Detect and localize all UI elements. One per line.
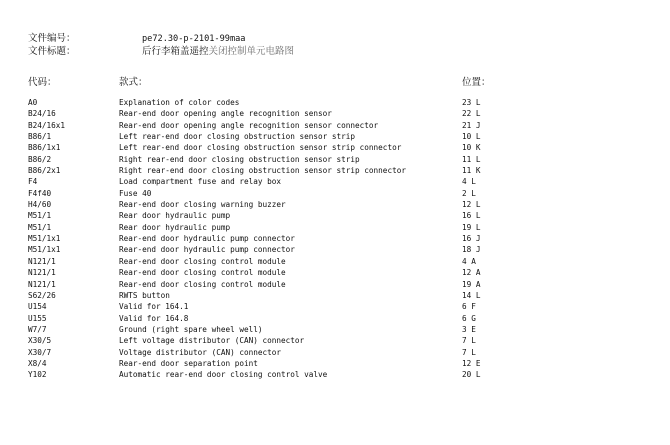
row-description: Explanation of color codes: [119, 98, 240, 107]
row-position: 7 L: [462, 347, 476, 357]
row-code: B86/1x1: [28, 143, 61, 153]
row-position: 4 L: [462, 177, 476, 187]
row-code: B24/16x1: [28, 120, 66, 130]
row-position: 19 L: [462, 222, 481, 232]
table-row: [0, 267, 670, 278]
row-description: Rear-end door opening angle recognition sensor connector: [119, 120, 379, 130]
row-code: U155: [28, 313, 47, 323]
doc-number-value: pe72.30-p-2101-99maa: [142, 34, 246, 44]
row-code: X8/4: [28, 358, 47, 368]
row-position: 10 L: [462, 132, 481, 142]
row-position: 22 L: [462, 109, 481, 119]
row-code: N121/1: [28, 256, 56, 266]
row-description: Rear-end door hydraulic pump connector: [119, 245, 295, 255]
row-position: 16 J: [462, 234, 481, 244]
row-description: Voltage distributor (CAN) connector: [119, 347, 281, 357]
table-row: [0, 120, 670, 131]
table-row: [0, 176, 670, 187]
row-position: 19 A: [462, 279, 481, 289]
table-row: [0, 233, 670, 244]
doc-title-rest: 关闭控制单元电路图: [208, 46, 295, 57]
row-description: Rear-end door closing control module: [119, 256, 286, 266]
row-code: B24/16: [28, 109, 56, 119]
row-position: 21 J: [462, 120, 481, 130]
table-row: [0, 324, 670, 335]
row-description: Load compartment fuse and relay box: [119, 177, 281, 187]
row-position: 12 L: [462, 200, 481, 210]
table-row: [0, 290, 670, 301]
row-code: H4/60: [28, 200, 52, 210]
row-position: 6 G: [462, 313, 476, 323]
column-header-position: 位置：: [462, 77, 491, 88]
row-code: S62/26: [28, 290, 56, 300]
row-position: 11 L: [462, 154, 481, 164]
column-header-description: 款式：: [119, 77, 148, 88]
row-position: 3 E: [462, 324, 476, 334]
row-position: 18 J: [462, 245, 481, 255]
table-row: [0, 154, 670, 165]
row-description: RWTS button: [119, 290, 170, 300]
table-row: [0, 165, 670, 176]
table-row: [0, 313, 670, 324]
row-code: F4: [28, 177, 38, 187]
row-code: B86/1: [28, 132, 52, 142]
row-description: Fuse 40: [119, 188, 152, 198]
row-description: Rear-end door separation point: [119, 358, 258, 368]
row-code: W7/7: [28, 324, 47, 334]
doc-title-label: 文件标题：: [28, 46, 76, 57]
row-code: Y102: [28, 370, 47, 380]
table-row: [0, 358, 670, 369]
row-description: Right rear-end door closing obstruction sensor strip: [119, 154, 360, 164]
row-position: 20 L: [462, 370, 481, 380]
table-row: [0, 108, 670, 119]
table-row: [0, 335, 670, 346]
column-header-code: 代码：: [28, 77, 57, 88]
table-row: [0, 256, 670, 267]
row-position: 12 E: [462, 358, 481, 368]
doc-title-main: 后行李箱盖遥控: [142, 46, 209, 57]
row-description: Rear-end door closing control module: [119, 268, 286, 278]
row-code: M51/1: [28, 222, 52, 232]
row-code: F4f40: [28, 188, 52, 198]
row-code: M51/1x1: [28, 245, 61, 255]
row-position: 12 A: [462, 268, 481, 278]
row-description: Valid for 164.1: [119, 302, 189, 312]
row-code: N121/1: [28, 279, 56, 289]
row-code: B86/2x1: [28, 166, 61, 176]
row-description: Rear door hydraulic pump: [119, 222, 231, 232]
row-code: A0: [28, 98, 38, 107]
row-description: Ground (right spare wheel well): [119, 324, 263, 334]
row-code: M51/1: [28, 211, 52, 221]
row-position: 7 L: [462, 336, 476, 346]
table-row: [0, 279, 670, 290]
table-row: [0, 131, 670, 142]
row-description: Valid for 164.8: [119, 313, 189, 323]
row-code: B86/2: [28, 154, 52, 164]
row-description: Rear-end door closing control module: [119, 279, 286, 289]
doc-number-label: 文件编号：: [28, 33, 76, 44]
row-code: N121/1: [28, 268, 56, 278]
table-row: [0, 199, 670, 210]
row-description: Left rear-end door closing obstruction sensor strip connector: [119, 143, 402, 153]
table-row: [0, 222, 670, 233]
row-description: Left voltage distributor (CAN) connector: [119, 336, 305, 346]
table-row: [0, 301, 670, 312]
table-row: [0, 97, 670, 108]
row-description: Automatic rear-end door closing control valve: [119, 370, 328, 380]
doc-title-value: [142, 46, 294, 58]
row-description: Rear door hydraulic pump: [119, 211, 231, 221]
row-description: Right rear-end door closing obstruction sensor strip connector: [119, 166, 406, 176]
table-row: [0, 244, 670, 255]
table-row: [0, 210, 670, 221]
row-code: X30/7: [28, 347, 52, 357]
row-code: U154: [28, 302, 47, 312]
row-position: 4 A: [462, 256, 476, 266]
row-position: 16 L: [462, 211, 481, 221]
row-description: Rear-end door closing warning buzzer: [119, 200, 286, 210]
table-row: [0, 347, 670, 358]
row-code: M51/1x1: [28, 234, 61, 244]
table-row: [0, 142, 670, 153]
row-position: 14 L: [462, 290, 481, 300]
row-position: 23 L: [462, 98, 481, 107]
table-row: [0, 188, 670, 199]
table-row: [0, 369, 670, 380]
row-position: 11 K: [462, 166, 481, 176]
row-description: Rear-end door hydraulic pump connector: [119, 234, 295, 244]
row-description: Left rear-end door closing obstruction sensor strip: [119, 132, 356, 142]
row-position: 6 F: [462, 302, 476, 312]
row-description: Rear-end door opening angle recognition sensor: [119, 109, 332, 119]
component-list: [0, 97, 670, 381]
row-code: X30/5: [28, 336, 52, 346]
row-position: 2 L: [462, 188, 476, 198]
row-position: 10 K: [462, 143, 481, 153]
